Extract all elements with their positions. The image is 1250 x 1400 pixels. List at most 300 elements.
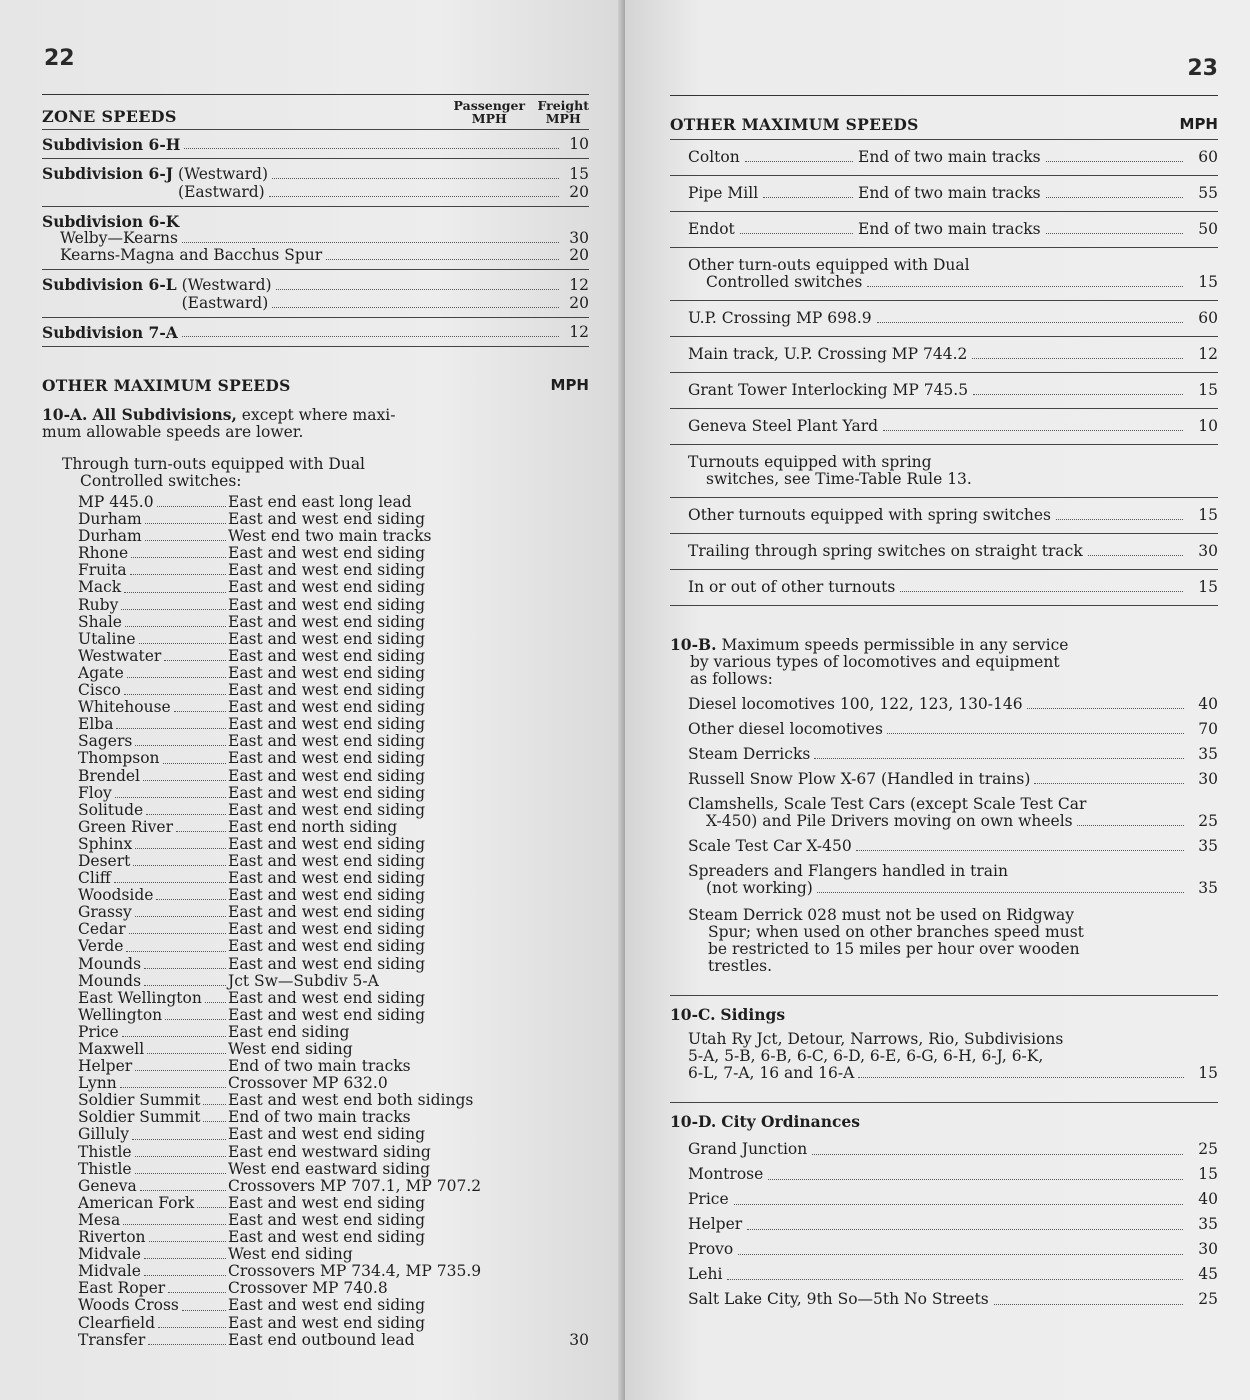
switch-location [78, 1297, 228, 1314]
switch-row [42, 699, 589, 716]
row-text: End of two main tracks [858, 148, 1041, 166]
item-line [688, 880, 1218, 897]
switch-description: East and west end siding [228, 800, 425, 819]
switch-row [42, 853, 589, 870]
switch-description: West end siding [228, 1245, 353, 1264]
dot-leader [163, 763, 226, 764]
switch-description: East and west end siding [228, 1125, 425, 1144]
city-name: Lehi [688, 1265, 723, 1283]
switch-description: East and west end siding [228, 663, 425, 682]
location-name: Riverton [78, 1228, 146, 1247]
item-text: (not working) [706, 879, 813, 897]
speed-value: 12 [1198, 345, 1218, 363]
dot-leader [326, 259, 559, 260]
switch-description: End of two main tracks [228, 1057, 411, 1076]
dot-leader [184, 148, 559, 149]
location-name: Clearfield [78, 1313, 156, 1332]
switch-row [42, 904, 589, 921]
switch-row [42, 511, 589, 528]
equipment-item [670, 838, 1218, 855]
switch-description: East end outbound lead [228, 1330, 415, 1349]
dot-leader [143, 780, 226, 781]
dot-leader [116, 728, 226, 729]
location-name: Utaline [78, 629, 136, 648]
item-text: Scale Test Car X-450 [688, 837, 852, 855]
location-name: Green River [78, 817, 174, 836]
switch-location [78, 938, 228, 955]
dot-leader [146, 814, 226, 815]
location-name: Price [78, 1022, 119, 1041]
subdivision-row [42, 136, 589, 153]
switch-row [42, 887, 589, 904]
dot-leader [1046, 161, 1183, 162]
switch-location [78, 1178, 228, 1195]
speed-value: 15 [1198, 578, 1218, 596]
location-cell [688, 149, 858, 166]
switch-row [42, 973, 589, 990]
dot-leader [133, 865, 226, 866]
location-name: Woodside [78, 886, 154, 905]
switch-row [42, 990, 589, 1007]
location-name: Midvale [78, 1262, 141, 1281]
switch-description: End of two main tracks [228, 1108, 411, 1127]
location-name: Cedar [78, 920, 126, 939]
page-number: 22 [44, 46, 75, 71]
subdivision-row [42, 294, 589, 312]
switch-location [78, 750, 228, 767]
switch-description: East and west end siding [228, 783, 425, 802]
switch-row [42, 1246, 589, 1263]
switch-location [78, 1024, 228, 1041]
switch-description: East and west end siding [228, 595, 425, 614]
dot-leader [856, 850, 1184, 851]
row-text: Main track, U.P. Crossing MP 744.2 [688, 345, 968, 363]
switch-row [42, 665, 589, 682]
dot-leader [148, 1344, 226, 1345]
speed-value: 30 [569, 1330, 589, 1349]
rule-text: Maximum speeds permissible in any service [721, 636, 1069, 654]
equipment-item [670, 863, 1218, 897]
dot-leader [883, 430, 1183, 431]
dot-leader [205, 1002, 226, 1003]
subdivision-name: Subdivision 7-A [42, 323, 178, 342]
intro-text: Controlled switches: [80, 472, 242, 490]
location-name: Transfer [78, 1330, 146, 1349]
col-label: Passenger [453, 98, 526, 113]
city-ordinance-list [670, 1137, 1218, 1312]
location-name: Agate [78, 663, 124, 682]
dot-leader [135, 916, 226, 917]
speed-row [670, 534, 1218, 569]
dot-leader [973, 394, 1183, 395]
switch-location [78, 956, 228, 973]
zone-subdivision [42, 270, 589, 317]
row-line [688, 471, 1218, 488]
item-text: Spreaders and Flangers handled in train [688, 862, 1008, 880]
location-name: Rhone [78, 544, 129, 563]
location-name: Gilluly [78, 1125, 129, 1144]
city-row [670, 1187, 1218, 1212]
switch-row [42, 1161, 589, 1178]
dot-leader [135, 745, 226, 746]
subdivision-row [42, 276, 589, 294]
location-name: Durham [78, 527, 142, 546]
location-name: Cisco [78, 681, 121, 700]
location-name: Fruita [78, 561, 127, 580]
switch-location [78, 1058, 228, 1075]
dot-leader [867, 286, 1183, 287]
dot-leader [122, 1036, 226, 1037]
switch-description: East end east long lead [228, 493, 412, 511]
freight-col [533, 99, 589, 125]
location-name: Geneva [78, 1176, 137, 1195]
equipment-item [670, 721, 1218, 738]
location-name: Mounds [78, 954, 142, 973]
city-name: Price [688, 1190, 729, 1208]
city-row [670, 1237, 1218, 1262]
rule-bold: All Subdivisions, [92, 405, 237, 424]
switch-row [42, 802, 589, 819]
speed-value: 60 [1198, 309, 1218, 327]
subdivision-row [42, 183, 589, 201]
switch-description: East end siding [228, 1022, 350, 1041]
switch-row [42, 562, 589, 579]
dot-leader [1027, 708, 1184, 709]
direction-label: (Westward) [178, 165, 268, 183]
switch-location [78, 1280, 228, 1297]
dot-leader [1077, 825, 1184, 826]
item-line [688, 696, 1218, 713]
switch-description: Crossover MP 632.0 [228, 1074, 388, 1093]
switch-location [78, 870, 228, 887]
section-title: OTHER MAXIMUM SPEEDS [670, 115, 919, 134]
rule-id: 10-A. [42, 405, 88, 424]
speed-value: 15 [569, 165, 589, 183]
speed-value: 40 [1198, 1190, 1218, 1208]
switch-row [42, 1332, 589, 1349]
dot-leader [114, 882, 226, 883]
speed-value: 30 [569, 229, 589, 247]
dot-leader [126, 951, 226, 952]
switch-location [78, 631, 228, 648]
location-name: Endot [688, 220, 735, 238]
switch-location [78, 785, 228, 802]
row-text: In or out of other turnouts [688, 578, 896, 596]
switch-row [42, 1263, 589, 1280]
dot-leader [144, 1275, 226, 1276]
location-name: MP 445.0 [78, 493, 154, 511]
location-name: Shale [78, 612, 122, 631]
item-text: Clamshells, Scale Test Cars (except Scale Test Car [688, 795, 1087, 813]
switch-description: East and west end siding [228, 510, 425, 529]
speed-row [670, 301, 1218, 336]
switch-location [78, 1212, 228, 1229]
switch-description: East and west end siding [228, 1193, 425, 1212]
location-cell [688, 221, 858, 238]
switch-description: West end eastward siding [228, 1159, 431, 1178]
switch-description: East and west end siding [228, 629, 425, 648]
location-name: Thistle [78, 1159, 132, 1178]
dot-leader [1046, 197, 1183, 198]
location-name: Floy [78, 783, 112, 802]
switch-description: East and west end siding [228, 886, 425, 905]
dot-leader [135, 1070, 226, 1071]
item-line [688, 838, 1218, 855]
switch-description: West end two main tracks [228, 527, 432, 546]
location-name: Colton [688, 148, 740, 166]
location-name: Desert [78, 851, 131, 870]
subdivision-label [42, 247, 322, 264]
switch-location [78, 579, 228, 596]
location-name: Midvale [78, 1245, 141, 1264]
dot-leader [135, 1156, 226, 1157]
speed-row [670, 248, 1218, 300]
dot-leader [747, 1229, 1183, 1230]
dot-leader [269, 196, 559, 197]
section-title: ZONE SPEEDS [42, 107, 177, 126]
location-name: Cliff [78, 869, 111, 888]
zone-subdivision [42, 159, 589, 206]
dot-leader [124, 592, 226, 593]
switch-row [42, 1315, 589, 1332]
dot-leader [203, 1104, 226, 1105]
col-label: Freight [537, 98, 589, 113]
zone-subdivision [42, 130, 589, 158]
switch-row [42, 750, 589, 767]
sidings-last-line [670, 1065, 1218, 1082]
switch-location [78, 648, 228, 665]
switch-row [42, 768, 589, 785]
switch-row [42, 545, 589, 562]
switch-description: East and west end siding [228, 1005, 425, 1024]
location-name: East Wellington [78, 988, 202, 1007]
row-text: End of two main tracks [858, 184, 1041, 202]
switch-location [78, 562, 228, 579]
dot-leader [158, 1327, 226, 1328]
dot-leader [1056, 519, 1183, 520]
item-line [688, 721, 1218, 738]
speed-value: 15 [1198, 1064, 1218, 1082]
dot-leader [165, 1019, 226, 1020]
switch-description: East and west end siding [228, 612, 425, 631]
location-name: Maxwell [78, 1040, 145, 1058]
switch-row [42, 733, 589, 750]
speed-value: 50 [1198, 220, 1218, 238]
dot-leader [727, 1279, 1183, 1280]
subdivision-label [42, 294, 268, 312]
sidings-text: 6-L, 7-A, 16 and 16-A [688, 1064, 855, 1082]
note-text: trestles. [708, 957, 773, 975]
speed-value: 55 [1198, 184, 1218, 202]
speed-value: 20 [569, 246, 589, 264]
city-row [670, 1287, 1218, 1312]
switch-description: East and west end siding [228, 988, 425, 1007]
dot-leader [129, 933, 226, 934]
switch-description: East and west end siding [228, 851, 425, 870]
speed-value: 10 [1198, 417, 1218, 435]
item-text: Russell Snow Plow X-67 (Handled in trains) [688, 770, 1031, 788]
note-text: Steam Derrick 028 must not be used on Ridgway [688, 906, 1074, 924]
row-text: switches, see Time-Table Rule 13. [706, 470, 972, 488]
location-name: Thistle [78, 1142, 132, 1161]
switch-description: East and west end siding [228, 1210, 425, 1229]
switch-list [42, 494, 589, 1349]
dot-leader [182, 242, 559, 243]
location-name: Mack [78, 578, 122, 597]
rule-10b-text [670, 636, 1218, 654]
page-number: 23 [1187, 56, 1218, 81]
switch-location [78, 1075, 228, 1092]
dot-leader [272, 307, 559, 308]
switch-description: East and west end siding [228, 578, 425, 597]
direction-label: (Eastward) [178, 183, 265, 201]
item-text: Diesel locomotives 100, 122, 123, 130-146 [688, 695, 1023, 713]
location-name: Durham [78, 510, 142, 529]
dot-leader [131, 557, 226, 558]
dot-leader [124, 694, 226, 695]
speed-value: 35 [1198, 1215, 1218, 1233]
switch-row [42, 682, 589, 699]
location-name: Thompson [78, 749, 160, 768]
equipment-item [670, 746, 1218, 763]
speed-value: 30 [1198, 542, 1218, 560]
switch-description: East and west end siding [228, 920, 425, 939]
unit-label: MPH [550, 376, 589, 394]
dot-leader [972, 358, 1183, 359]
switch-description: East and west end siding [228, 903, 425, 922]
switch-location [78, 768, 228, 785]
dot-leader [127, 677, 226, 678]
row-text: Other turnouts equipped with spring switches [688, 506, 1051, 524]
row-text: Grant Tower Interlocking MP 745.5 [688, 381, 969, 399]
switch-row [42, 528, 589, 545]
dot-leader [738, 1254, 1183, 1255]
location-name: Whitehouse [78, 698, 171, 717]
dot-leader [994, 1304, 1183, 1305]
switch-row [42, 1212, 589, 1229]
dot-leader [123, 1224, 226, 1225]
switch-location [78, 597, 228, 614]
speed-row [670, 409, 1218, 444]
speed-value: 25 [1198, 1140, 1218, 1158]
switch-location [78, 853, 228, 870]
switch-description: Crossover MP 740.8 [228, 1279, 388, 1298]
dot-leader [115, 797, 226, 798]
speed-value: 30 [1198, 1240, 1218, 1258]
rule-title: City Ordinances [721, 1112, 861, 1131]
speed-value: 25 [1198, 812, 1218, 830]
speed-value: 15 [1198, 381, 1218, 399]
right-content [670, 95, 1218, 1312]
note-text: be restricted to 15 miles per hour over wooden [708, 940, 1080, 958]
switch-description: East and west end siding [228, 1313, 425, 1332]
item-line [688, 746, 1218, 763]
dot-leader [740, 233, 853, 234]
dot-leader [144, 985, 226, 986]
row-text: Controlled switches [706, 273, 863, 291]
dot-leader [812, 1154, 1183, 1155]
equipment-item [670, 771, 1218, 788]
switch-location [78, 511, 228, 528]
switch-location [78, 716, 228, 733]
dot-leader [149, 1241, 226, 1242]
subdivision-label [42, 183, 265, 201]
dot-leader [132, 1139, 226, 1140]
location-name: Grassy [78, 903, 132, 922]
dot-leader [1046, 233, 1183, 234]
row-text: Geneva Steel Plant Yard [688, 417, 879, 435]
dot-leader [814, 758, 1184, 759]
rule-10a [42, 406, 589, 424]
switch-row [42, 870, 589, 887]
switch-description: East and west end siding [228, 1296, 425, 1315]
switch-description: East end north siding [228, 817, 398, 836]
dot-leader [120, 1087, 226, 1088]
switch-location [78, 545, 228, 562]
location-name: East Roper [78, 1279, 166, 1298]
segment-label: Welby—Kearns [60, 229, 178, 247]
switch-location [78, 973, 228, 990]
city-row [670, 1162, 1218, 1187]
subdivision-row [42, 247, 589, 264]
speed-value: 15 [1198, 1165, 1218, 1183]
switch-location [78, 990, 228, 1007]
dot-leader [182, 336, 559, 337]
dot-leader [174, 711, 226, 712]
row-line [688, 274, 1218, 291]
location-name: Westwater [78, 646, 162, 665]
switch-row [42, 1297, 589, 1314]
speed-value: 10 [569, 135, 589, 153]
switch-row [42, 716, 589, 733]
switch-location [78, 921, 228, 938]
switch-location [78, 528, 228, 545]
switch-row [42, 1024, 589, 1041]
city-name: Montrose [688, 1165, 764, 1183]
subdivision-label [42, 230, 178, 247]
switch-description: East and west end both sidings [228, 1091, 474, 1110]
dot-leader [272, 178, 559, 179]
switch-row [42, 1229, 589, 1246]
switch-row [42, 648, 589, 665]
section-title: OTHER MAXIMUM SPEEDS [42, 376, 291, 395]
sidings-text: 5-A, 5-B, 6-B, 6-C, 6-D, 6-E, 6-G, 6-H, 6-J, 6-K, [688, 1047, 1044, 1065]
switch-location [78, 1263, 228, 1280]
switch-description: East and west end siding [228, 544, 425, 563]
switch-description: East and west end siding [228, 766, 425, 785]
switch-row [42, 819, 589, 836]
rule-title: Sidings [720, 1005, 786, 1024]
direction-label: (Westward) [181, 276, 272, 294]
divider [670, 1102, 1218, 1103]
speed-value: 70 [1198, 720, 1218, 738]
switch-row [42, 1195, 589, 1212]
dot-leader [877, 322, 1183, 323]
switch-row [42, 631, 589, 648]
column-headers [446, 99, 589, 125]
city-name: Salt Lake City, 9th So—5th No Streets [688, 1290, 989, 1308]
sidings-text: Utah Ry Jct, Detour, Narrows, Rio, Subdivisions [688, 1030, 1064, 1048]
speed-value: 45 [1198, 1265, 1218, 1283]
switch-location [78, 887, 228, 904]
dot-leader [1034, 783, 1184, 784]
rule-10d [670, 1113, 1218, 1312]
dot-leader [156, 899, 226, 900]
location-name: Helper [78, 1057, 133, 1076]
city-name: Grand Junction [688, 1140, 808, 1158]
switch-location [78, 699, 228, 716]
rule-10c [670, 1006, 1218, 1082]
